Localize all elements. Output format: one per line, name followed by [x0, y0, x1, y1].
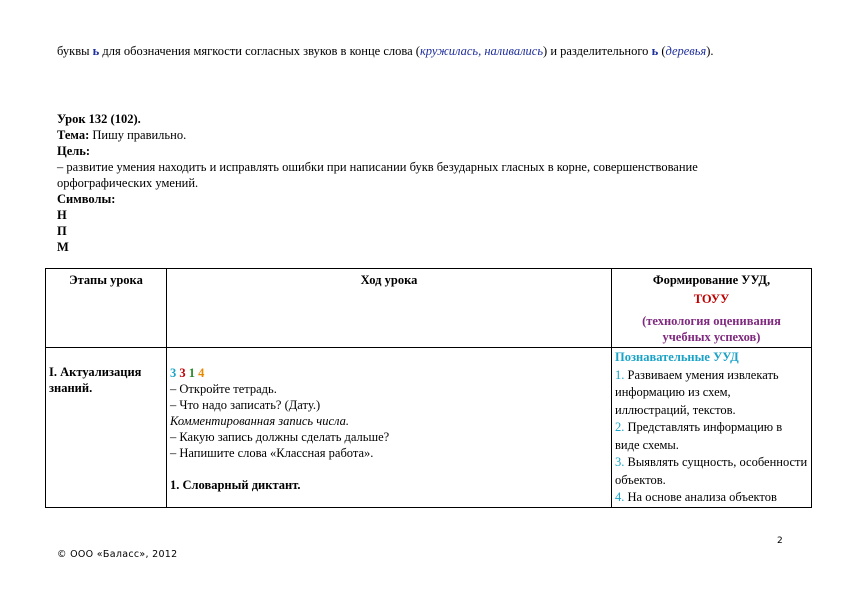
uud-item-number: 4. — [615, 490, 625, 504]
intro-paragraph — [57, 43, 784, 59]
dictation-heading: 1. Словарный диктант. — [170, 478, 301, 492]
symbol-p: П — [57, 224, 67, 238]
page-number: 2 — [777, 536, 783, 546]
header-uud-line3: (технология оценивания — [642, 314, 781, 328]
level-number-3: 1 — [188, 366, 195, 380]
level-numbers — [170, 348, 608, 381]
symbol-n: Н — [57, 208, 67, 222]
header-uud — [612, 269, 812, 348]
stage-cell: I. Актуализация знаний. — [46, 348, 167, 508]
level-number-4: 4 — [198, 366, 205, 380]
topic-value: Пишу правильно. — [89, 128, 187, 142]
example-words-1: кружилась, наливались — [419, 44, 544, 58]
table-row — [46, 348, 812, 508]
lesson-title: Урок 132 (102). — [57, 112, 141, 126]
course-cell — [167, 348, 612, 508]
lesson-header — [57, 111, 785, 255]
header-stages: Этапы урока — [46, 269, 167, 348]
goal-label: Цель: — [57, 144, 91, 158]
lesson-topic — [57, 127, 785, 143]
course-line: Комментированная запись числа. — [170, 414, 349, 428]
intro-text-c: ) и разделительного — [543, 44, 652, 58]
uud-item-number: 3. — [615, 455, 625, 469]
intro-text-b: для обозначения мягкости согласных звуков в конце слова ( — [99, 44, 420, 58]
uud-item-number: 1. — [615, 367, 625, 382]
uud-item — [615, 454, 808, 489]
header-uud-line2: ТОУУ — [693, 292, 730, 306]
course-line: – Что надо записать? (Дату.) — [170, 398, 321, 412]
intro-text-a: буквы — [57, 44, 90, 58]
topic-label: Тема: — [57, 128, 90, 142]
uud-item — [615, 367, 808, 420]
header-uud-line4: учебных успехов) — [662, 330, 761, 344]
separating-sign-letter: ь — [651, 44, 659, 58]
uud-item-text: Выявлять сущность, особенности объектов. — [615, 455, 808, 487]
uud-item-number: 2. — [615, 420, 625, 434]
uud-item-text: Развиваем умения извлекать информацию из схем, иллюстраций, текстов. — [615, 367, 779, 417]
level-number-2: 3 — [179, 366, 186, 380]
intro-text-e: ). — [706, 44, 714, 58]
course-line: – Откройте тетрадь. — [170, 382, 277, 396]
header-course: Ход урока — [167, 269, 612, 348]
symbol-m: М — [57, 240, 69, 254]
table-header-row — [46, 269, 812, 348]
header-uud-line1: Формирование УУД, — [652, 273, 771, 287]
goal-text: – развитие умения находить и исправлять ошибки при написании букв безударных гласных в корне, совершенствование орфографических умений. — [57, 160, 698, 190]
uud-item-text: Представлять информацию в виде схемы. — [615, 420, 783, 452]
uud-item — [615, 489, 808, 507]
level-number-1: 3 — [170, 366, 177, 380]
uud-title: Познавательные УУД — [615, 350, 739, 364]
uud-cell — [612, 348, 812, 508]
example-words-2: деревья — [665, 44, 707, 58]
lesson-table — [45, 268, 812, 508]
uud-item — [615, 419, 808, 454]
course-line: – Напишите слова «Классная работа». — [170, 446, 374, 460]
uud-item-text: На основе анализа объектов — [624, 490, 777, 504]
symbols-label: Символы: — [57, 192, 116, 206]
soft-sign-letter: ь — [92, 44, 100, 58]
copyright-notice: © ООО «Баласс», 2012 — [57, 549, 178, 560]
course-line: – Какую запись должны сделать дальше? — [170, 430, 390, 444]
intro-text-d: ( — [658, 44, 666, 58]
